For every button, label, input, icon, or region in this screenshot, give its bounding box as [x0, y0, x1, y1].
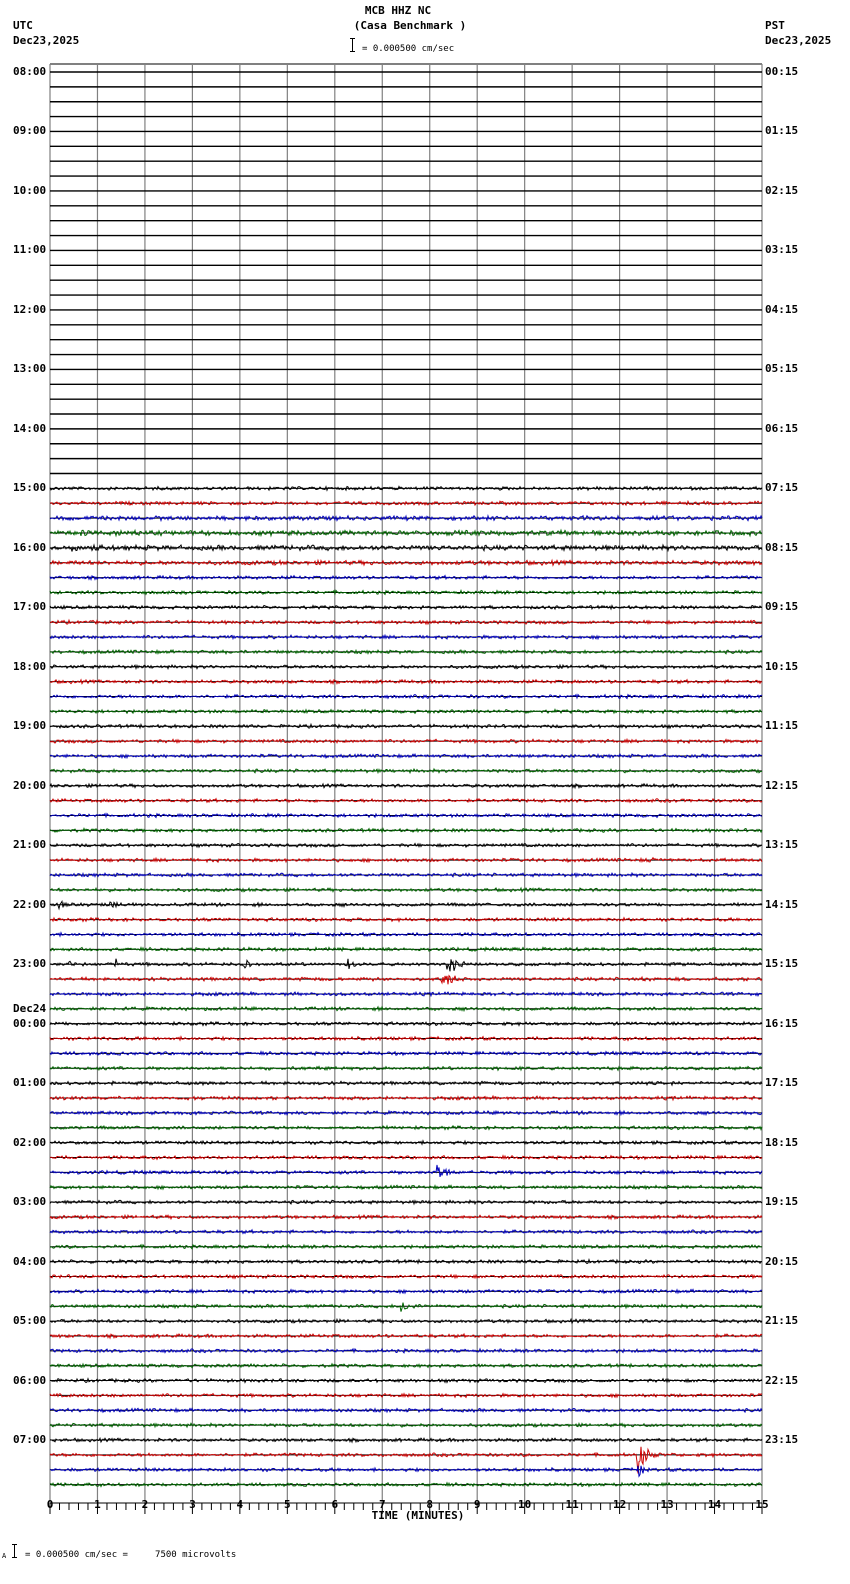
- right-date-label: Dec23,2025: [765, 34, 832, 47]
- right-hour-label: 03:15: [765, 243, 799, 257]
- left-hour-label: 02:00: [13, 1135, 47, 1149]
- left-hour-label: 07:00: [13, 1433, 47, 1447]
- right-timezone-label: PST: [765, 19, 785, 32]
- left-hour-label: 13:00: [13, 362, 47, 376]
- x-tick-label: 3: [189, 1498, 196, 1511]
- left-hour-label: 16:00: [13, 540, 47, 554]
- left-hour-label: 19:00: [13, 719, 47, 733]
- left-hour-label: 10:00: [13, 183, 47, 197]
- left-hour-label: 03:00: [13, 1195, 47, 1209]
- right-hour-label: 11:15: [765, 719, 799, 733]
- left-date-marker: Dec24: [13, 1001, 47, 1015]
- x-tick-label: 9: [473, 1498, 481, 1511]
- left-timezone-label: UTC: [13, 19, 33, 32]
- right-hour-label: 16:15: [765, 1016, 799, 1030]
- footer-scale-text: = 0.000500 cm/sec = 7500 microvolts: [25, 1550, 237, 1560]
- left-hour-label: 23:00: [13, 957, 47, 971]
- x-tick-label: 5: [284, 1498, 291, 1511]
- x-tick-label: 7: [378, 1498, 386, 1511]
- left-hour-label: 20:00: [13, 778, 47, 792]
- left-hour-label: 05:00: [13, 1314, 47, 1328]
- left-date-label: Dec23,2025: [13, 34, 80, 47]
- right-hour-label: 20:15: [765, 1254, 799, 1268]
- right-hour-label: 15:15: [765, 957, 799, 971]
- right-hour-label: 04:15: [765, 302, 799, 316]
- right-hour-label: 10:15: [765, 659, 799, 673]
- x-tick-label: 10: [518, 1498, 532, 1511]
- left-hour-label: 11:00: [13, 243, 47, 257]
- x-tick-label: 2: [141, 1498, 149, 1511]
- x-tick-label: 0: [46, 1498, 54, 1511]
- x-axis-title: TIME (MINUTES): [371, 1509, 465, 1522]
- x-tick-label: 6: [331, 1498, 339, 1511]
- footer-scale-bar-icon: [12, 1544, 17, 1558]
- scale-text: = 0.000500 cm/sec: [362, 44, 455, 54]
- left-hour-label: 18:00: [13, 659, 47, 673]
- left-hour-label: 04:00: [13, 1254, 47, 1268]
- left-hour-label: 22:00: [13, 897, 47, 911]
- right-hour-label: 13:15: [765, 838, 799, 852]
- left-hour-label: 12:00: [13, 302, 47, 316]
- x-tick-label: 4: [236, 1498, 244, 1511]
- left-hour-label: 14:00: [13, 421, 47, 435]
- right-hour-label: 09:15: [765, 600, 799, 614]
- right-hour-label: 21:15: [765, 1314, 799, 1328]
- right-hour-label: 14:15: [765, 897, 799, 911]
- right-hour-label: 22:15: [765, 1373, 799, 1387]
- right-hour-label: 18:15: [765, 1135, 799, 1149]
- left-hour-label: 15:00: [13, 481, 47, 495]
- x-tick-label: 15: [755, 1498, 769, 1511]
- right-hour-label: 01:15: [765, 124, 799, 138]
- footer-scale-prefix: A: [2, 1552, 7, 1560]
- left-hour-label: 21:00: [13, 838, 47, 852]
- right-hour-label: 06:15: [765, 421, 799, 435]
- x-tick-label: 1: [94, 1498, 101, 1511]
- right-hour-label: 12:15: [765, 778, 799, 792]
- right-hour-label: 07:15: [765, 481, 799, 495]
- x-tick-label: 14: [707, 1498, 722, 1511]
- right-hour-label: 02:15: [765, 183, 799, 197]
- left-hour-label: 09:00: [13, 124, 47, 138]
- right-hour-label: 05:15: [765, 362, 799, 376]
- right-hour-label: 08:15: [765, 540, 799, 554]
- station-name-title: (Casa Benchmark ): [353, 19, 467, 32]
- x-tick-label: 11: [565, 1498, 579, 1511]
- left-hour-label: 01:00: [13, 1076, 47, 1090]
- x-tick-label: 13: [660, 1498, 674, 1511]
- x-tick-label: 8: [426, 1498, 434, 1511]
- left-hour-label: 17:00: [13, 600, 47, 614]
- station-code-title: MCB HHZ NC: [364, 4, 432, 17]
- right-hour-label: 17:15: [765, 1076, 799, 1090]
- right-hour-label: 19:15: [765, 1195, 799, 1209]
- left-hour-label: 08:00: [13, 65, 47, 78]
- left-hour-label: 06:00: [13, 1373, 47, 1387]
- right-hour-label: 23:15: [765, 1433, 799, 1447]
- x-tick-label: 12: [612, 1498, 627, 1511]
- right-hour-label: 00:15: [765, 65, 799, 78]
- left-hour-label: 00:00: [13, 1016, 47, 1030]
